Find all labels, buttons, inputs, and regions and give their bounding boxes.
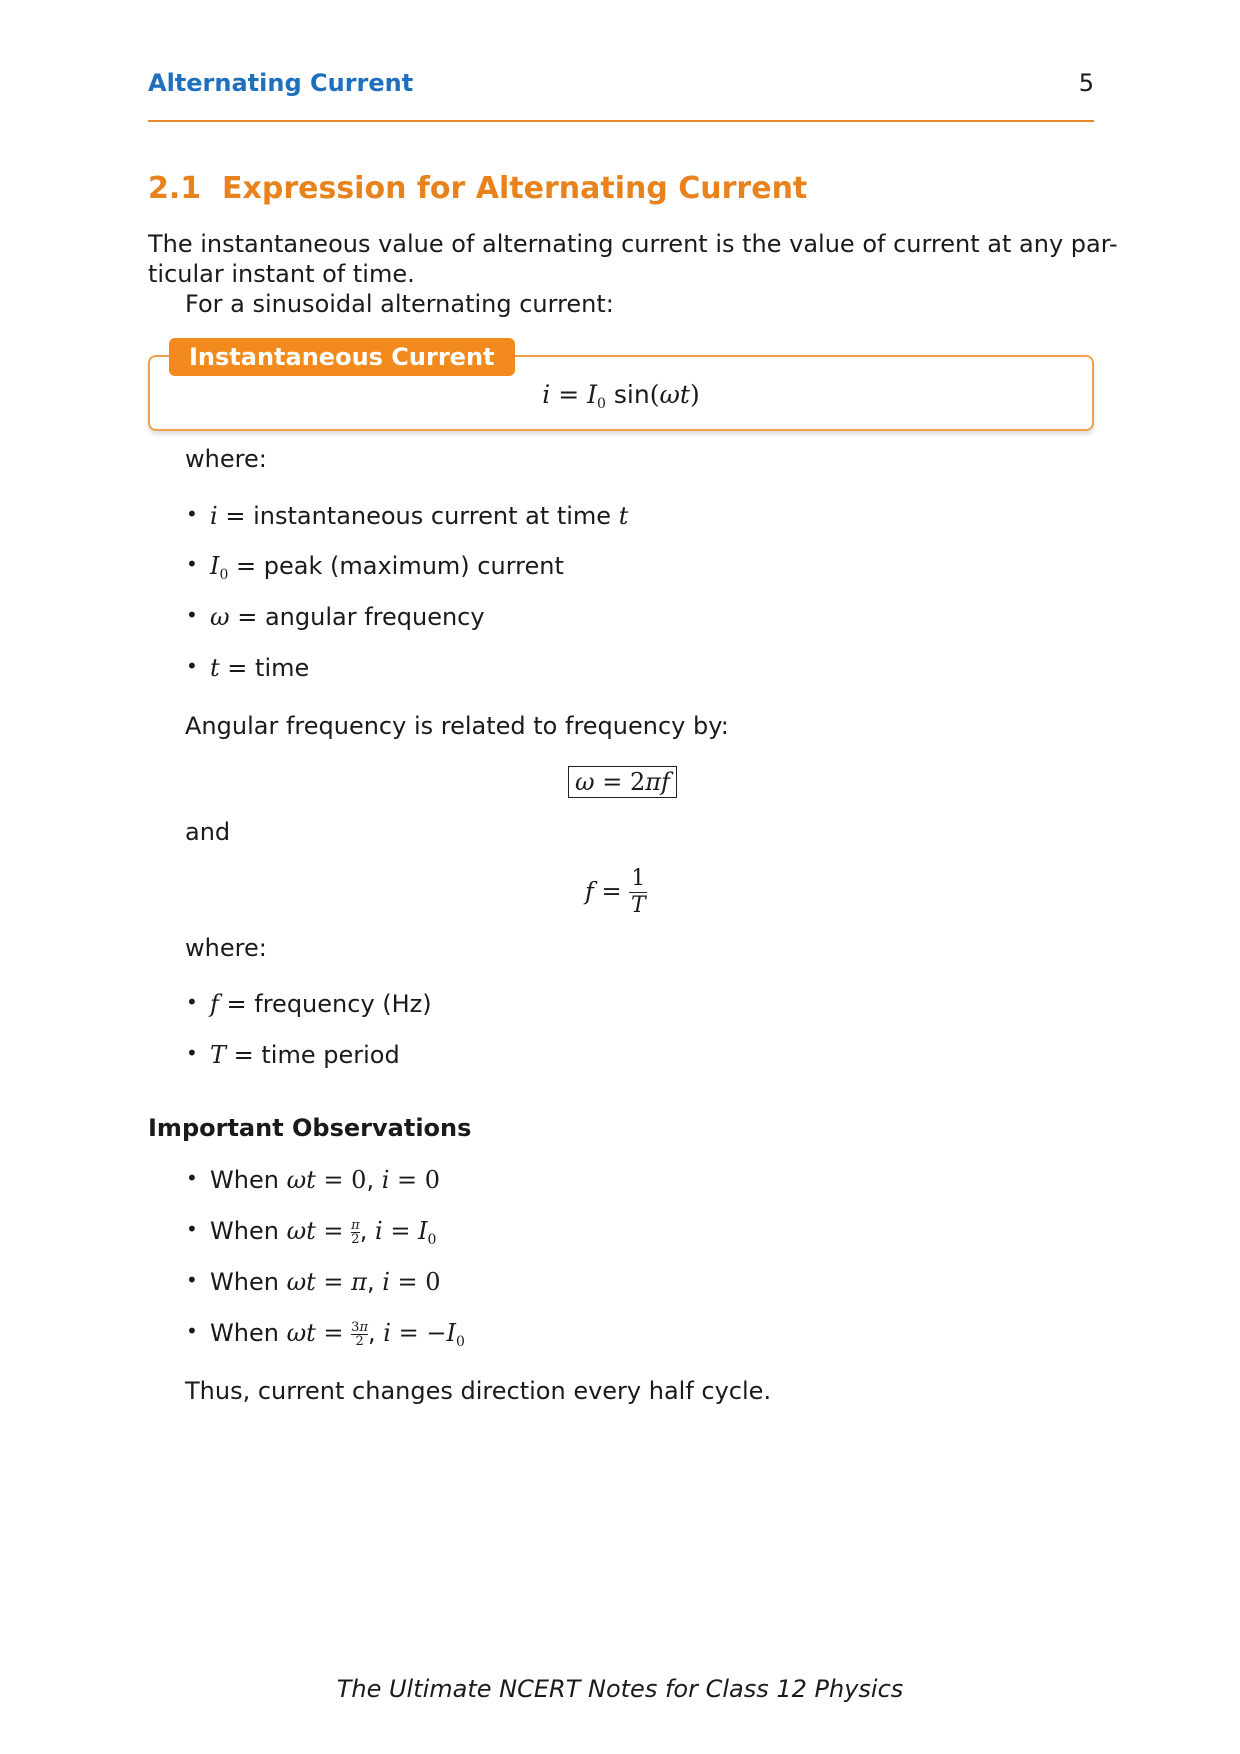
intro-line-2: ticular instant of time. [148, 260, 415, 288]
list-item: • f = frequency (Hz) [210, 990, 432, 1018]
list-item: • t = time [210, 654, 309, 682]
list-item: • When ωt = 0, i = 0 [210, 1166, 440, 1194]
observations-heading: Important Observations [148, 1114, 472, 1142]
page-number: 5 [1078, 69, 1094, 97]
formula-instantaneous-current: $i = I_0$ sin(ωt) [542, 380, 700, 412]
list-item: • When ωt = $\frac{\pi}{2}$ , $i = I_0$ [210, 1217, 436, 1248]
running-head-title: Alternating Current [148, 69, 414, 97]
list-item: • ω = angular frequency [210, 603, 485, 631]
section-number: 2.1 [148, 171, 202, 206]
formula-angular-frequency: ω = 2πf [568, 768, 677, 796]
intro-line-3: For a sinusoidal alternating current: [185, 290, 614, 318]
conclusion-text: Thus, current changes direction every half cycle. [185, 1377, 772, 1405]
and-label: and [185, 818, 231, 846]
formula-frequency-period: f = $\frac{1}{T}$ [585, 866, 646, 918]
section-title: Expression for Alternating Current [222, 171, 808, 206]
list-item: • T = time period [210, 1041, 400, 1069]
intro-line-1: The instantaneous value of alternating current is the value of current at any par- [148, 230, 1118, 258]
header-rule [148, 120, 1094, 122]
formula-box-label: Instantaneous Current [169, 338, 515, 376]
angular-frequency-text: Angular frequency is related to frequency by: [185, 712, 729, 740]
list-item: • i = instantaneous current at time t [210, 502, 628, 530]
section-heading [148, 171, 807, 206]
list-item: • When ωt = π, i = 0 [210, 1268, 441, 1296]
where-label-1: where: [185, 445, 267, 473]
page-footer: The Ultimate NCERT Notes for Class 12 Physics [336, 1675, 904, 1703]
list-item: • $I_0$ = peak (maximum) current [210, 552, 564, 583]
where-label-2: where: [185, 934, 267, 962]
list-item: • When ωt = $\frac{3\pi}{2}$ , $i = -I_0$ [210, 1319, 465, 1350]
